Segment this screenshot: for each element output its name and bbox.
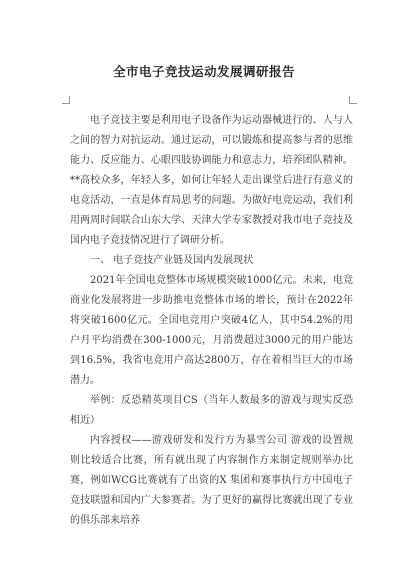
paragraph-market: 2021年全国电竞整体市场规模突破1000亿元。未来，电竞商业化发展将进一步助推电竞整体市场的增长，预计在2022年将突破1600亿元。全国电竞用户突破4亿人，其中54.2%的用户月平均消费在300-1000元，月消费超过3000元的用户能达到16.5%，我省电竞用户高达2800万，存在着相当巨大的市场潜力。 (70, 275, 353, 386)
crop-mark-top-left (62, 96, 70, 104)
document-body (70, 111, 353, 531)
paragraph-example: 举例：反恐精英项目CS（当年人数最多的游戏与现实反恐相近） (70, 395, 353, 426)
paragraph-intro: 电子竞技主要是利用电子设备作为运动器械进行的、人与人之间的智力对抗运动。通过运动，可以锻炼和提高参与者的思维能力、反应能力、心眼四肢协调能力和意志力，培养团队精神。**高校众多，年轻人多，如何让年轻人走出课堂后进行有意义的电竞活动，一直是体育局思考的问题。为做好电竞运动，我们利用两周时间联合山东大学、天津大学专家教授对我市电子竞技及国内电子竞技情况进行了调研分析。 (70, 115, 353, 246)
document-title: 全市电子竞技运动发展调研报告 (112, 64, 295, 79)
crop-mark-top-right (349, 96, 357, 104)
paragraph-licensing: 内容授权——游戏研发和发行方为暴雪公司 游戏的设置规则比较适合比赛，所有就出现了内容制作方来制定规则举办比赛，例如WCG比赛就有了出资的X 集团和赛事执行方中国电子竞技联盟和国内广大参赛者。为了更好的赢得比赛就出现了专业的俱乐部来培养 (70, 435, 353, 526)
section-heading: 一、 电子竞技产业链及国内发展现状 (90, 255, 254, 266)
